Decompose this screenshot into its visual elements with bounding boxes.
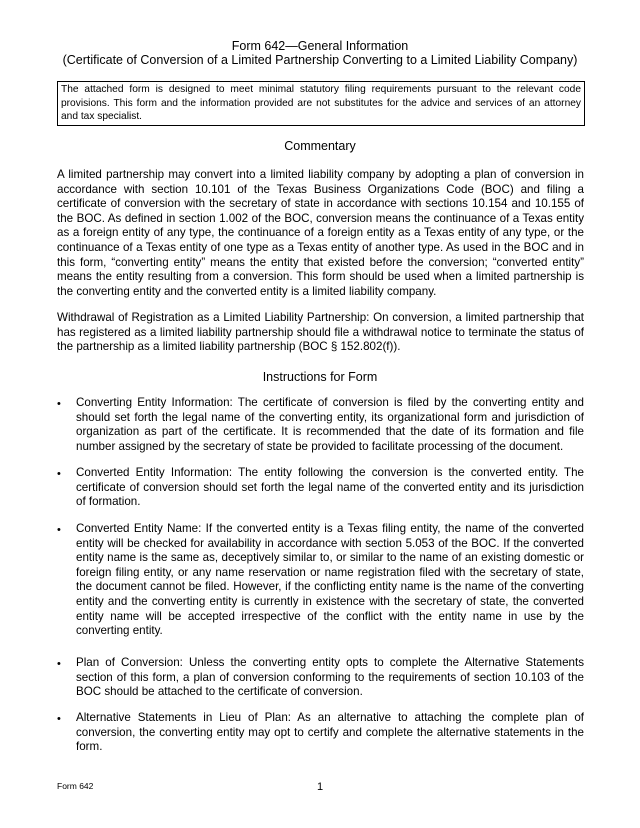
disclaimer-box: The attached form is designed to meet minimal statutory filing requirements pursuant to the relevant code provisions. This form and the information provided are not substitutes for the advice and services of an attorney and tax specialist.	[57, 81, 585, 126]
instruction-label: Plan of Conversion:	[76, 656, 183, 669]
instruction-text: If the converted entity is a Texas filing entity, the name of the converted entity will be checked for availability in accordance with section 5.053 of the BOC. If the converted entity name is the same as, deceptively similar to, or similar to the name of an existing domestic or foreign filing entity, or any name reservation or name registration filed with the secretary of state, the document cannot be filed. However, if the conflicting entity name is the name of the converting entity and the converting entity is currently in existence with the secretary of state, the converted entity name will be accepted irrespective of the conflict with the entity name in use by the converting entity.	[76, 522, 584, 638]
bullet-icon: •	[57, 398, 61, 410]
commentary-paragraph-1: A limited partnership may convert into a limited liability company by adopting a plan of conversion in accordance with section 10.101 of the Texas Business Organizations Code (BOC) and filing a certificate of conversion with the secretary of state in accordance with sections 10.154 and 10.155 of the BOC. As defined in section 1.002 of the BOC, conversion means the continuance of a Texas entity as a foreign entity of any type, the continuance of a foreign entity as a Texas entity of any type, or the continuance of a Texas entity of one type as a Texas entity of another type. As used in the BOC and in this form, “converting entity” means the entity that existed before the conversion; “converted entity” means the entity resulting from a conversion. This form should be used when a limited partnership is the converting entity and the converted entity is a limited liability company.	[57, 168, 584, 298]
bullet-icon: •	[57, 524, 61, 536]
instruction-label: Converted Entity Name:	[76, 522, 202, 535]
bullet-icon: •	[57, 658, 61, 670]
instruction-text: The certificate of conversion is filed by the converting entity and should set forth the legal name of the converting entity, its organizational form and jurisdiction of organization as part of the certificate. It is recommended that the date of its formation and file number assigned by the secretary of state be provided to facilitate processing of the document.	[76, 396, 584, 453]
footer-form-label: Form 642	[57, 781, 94, 791]
instructions-heading: Instructions for Form	[262, 370, 378, 384]
bullet-icon: •	[57, 713, 61, 725]
instruction-label: Alternative Statements in Lieu of Plan:	[76, 711, 292, 724]
form-title: Form 642—General Information	[231, 39, 409, 53]
instruction-text: Unless the converting entity opts to complete the Alternative Statements section of this form, a plan of conversion conforming to the requirements of section 10.103 of the BOC should be attached to the certificate of conversion.	[76, 656, 584, 699]
form-subtitle: (Certificate of Conversion of a Limited Partnership Converting to a Limited Liability Company)	[62, 53, 578, 67]
instruction-label: Converting Entity Information:	[76, 396, 233, 409]
commentary-paragraph-2: Withdrawal of Registration as a Limited Liability Partnership: On conversion, a limited partnership that has registered as a limited liability partnership should file a withdrawal notice to terminate the status of the partnership as a limited liability partnership (BOC § 152.802(f)).	[57, 311, 584, 354]
instruction-text: The entity following the conversion is the converted entity. The certificate of conversion should set forth the legal name of the converted entity and its jurisdiction of formation.	[76, 466, 584, 509]
bullet-icon: •	[57, 468, 61, 480]
commentary-heading: Commentary	[284, 139, 356, 153]
instruction-label: Converted Entity Information:	[76, 466, 233, 479]
page-number: 1	[316, 781, 324, 793]
instruction-text: As an alternative to attaching the complete plan of conversion, the converting entity may opt to certify and complete the alternative statements in the form.	[76, 711, 584, 754]
